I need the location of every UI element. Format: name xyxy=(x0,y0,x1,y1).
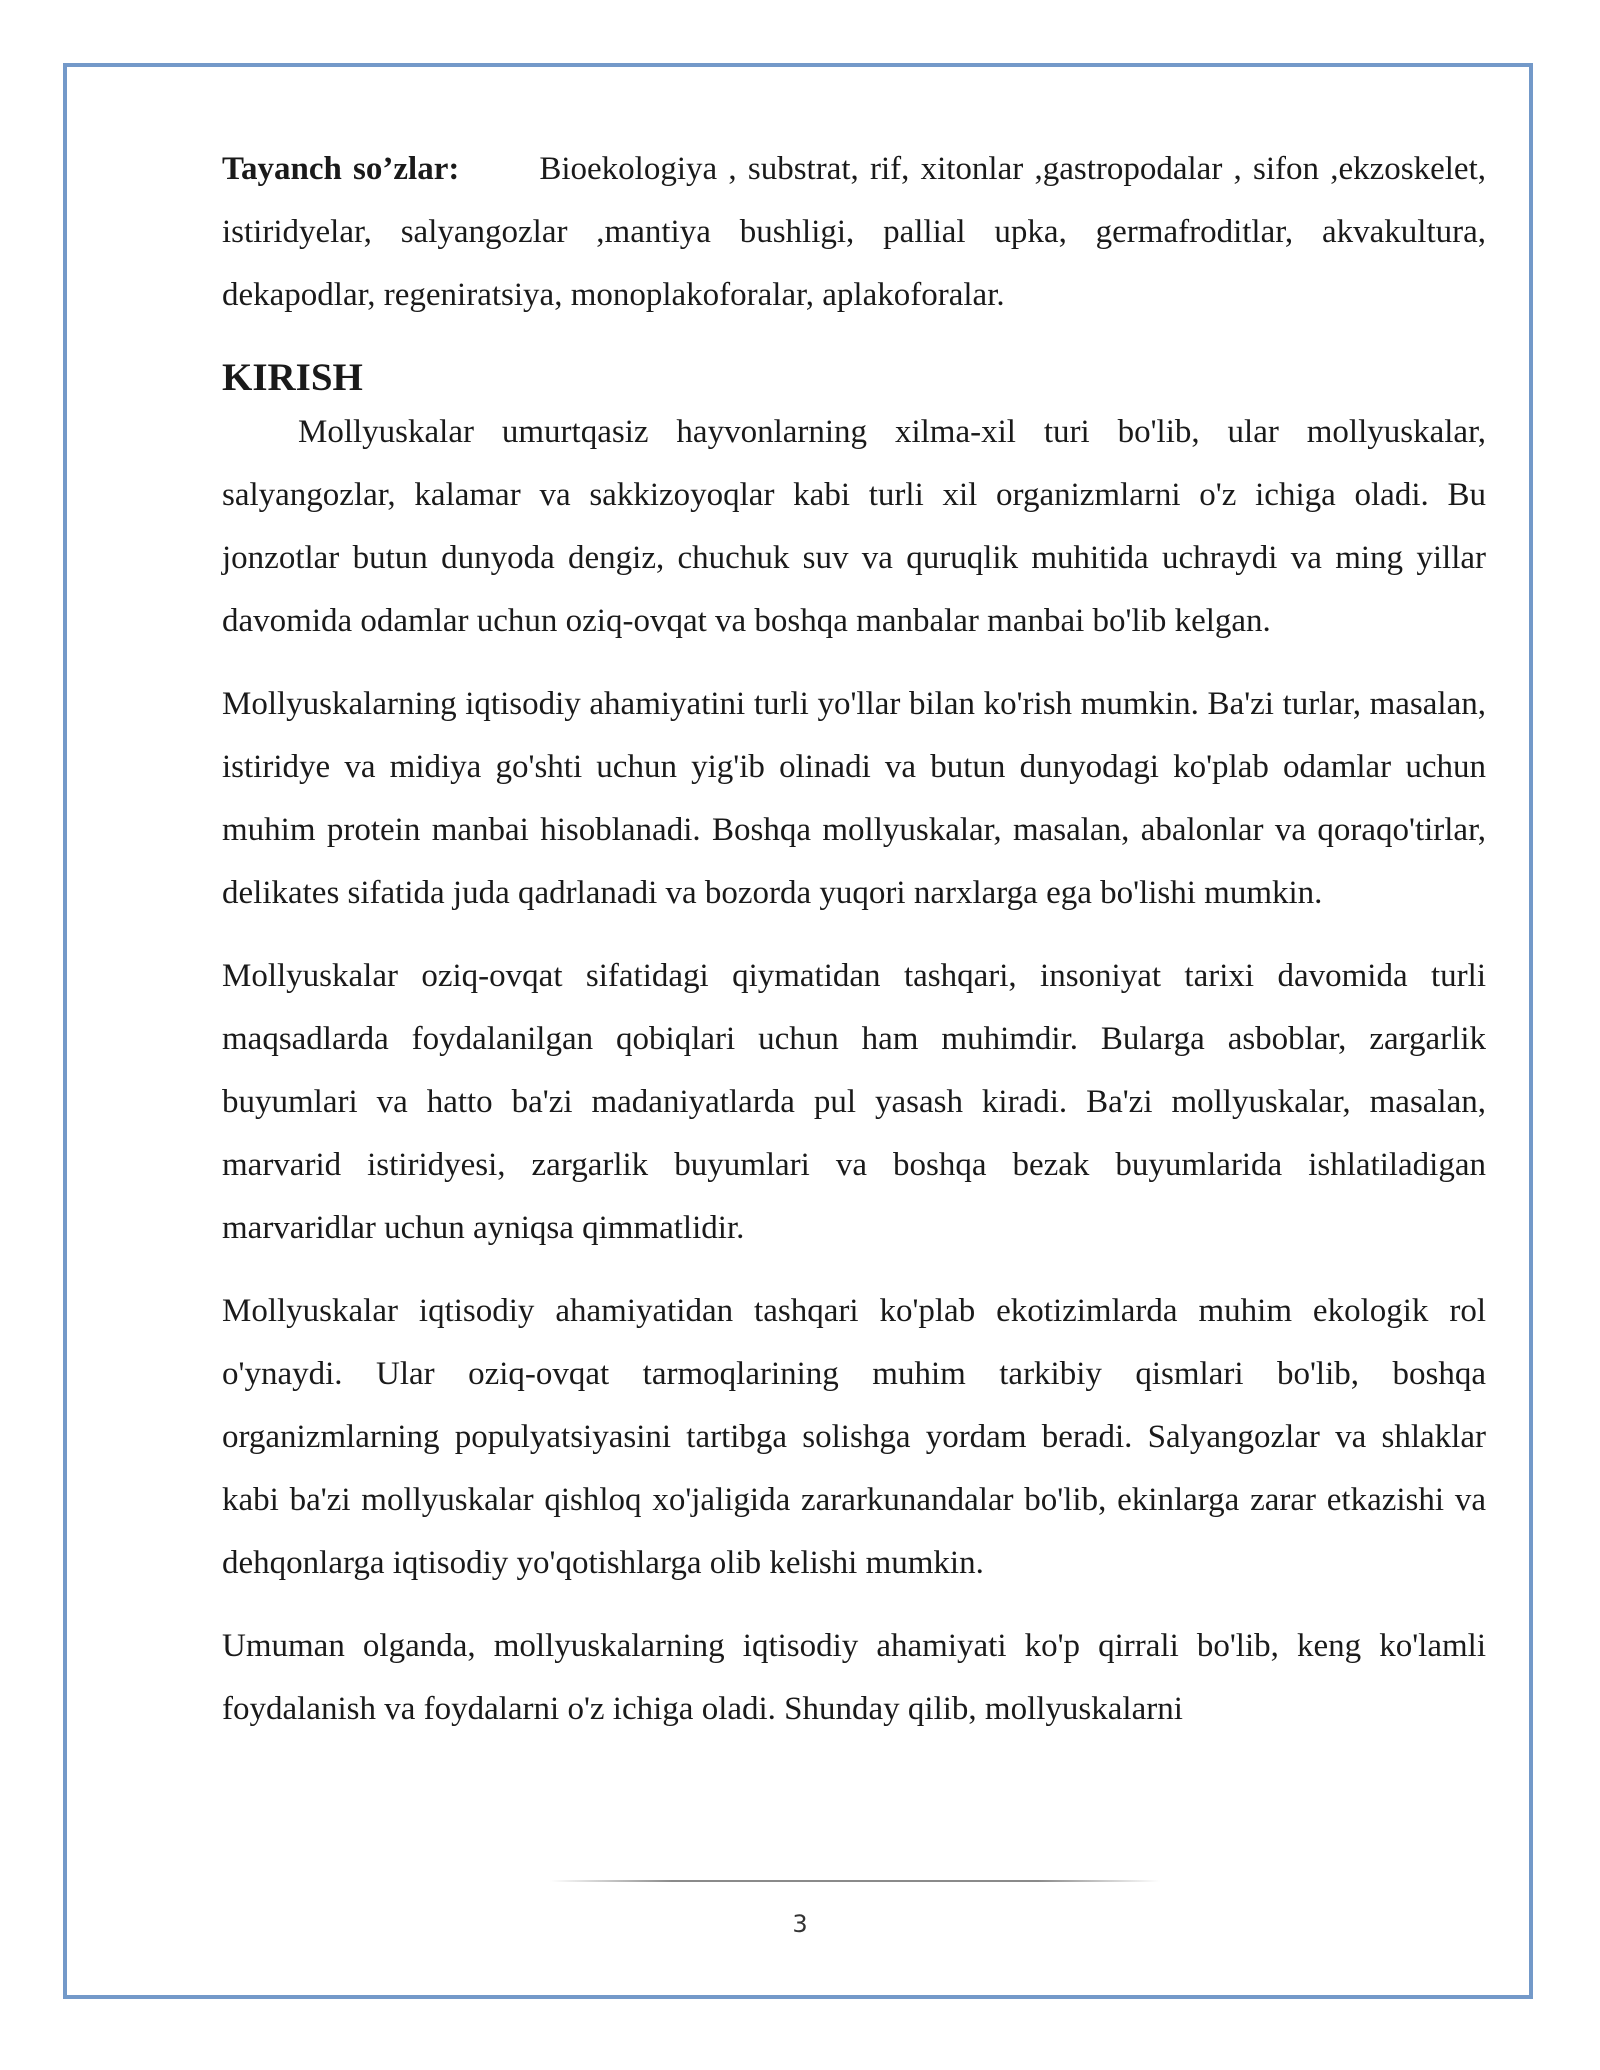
keywords-paragraph xyxy=(222,138,1486,327)
paragraph-2: Mollyuskalarning iqtisodiy ahamiyatini turli yo'llar bilan ko'rish mumkin. Ba'zi turlar, masalan, istiridye va midiya go'shti uchun yig'ib olinadi va butun dunyodagi ko'plab odamlar uchun muhim protein manbai hisoblanadi. Boshqa mollyuskalar, masalan, abalonlar va qoraqo'tirlar, delikates sifatida juda qadrlanadi va bozorda yuqori narxlarga ega bo'lishi mumkin. xyxy=(222,686,1486,911)
paragraph-4: Mollyuskalar iqtisodiy ahamiyatidan tashqari ko'plab ekotizimlarda muhim ekologik rol o'ynaydi. Ular oziq-ovqat tarmoqlarining muhim tarkibiy qismlari bo'lib, boshqa organizmlarning populyatsiyasini tartibga solishga yordam beradi. Salyangozlar va shlaklar kabi ba'zi mollyuskalar qishloq xo'jaligida zararkunandalar bo'lib, ekinlarga zarar etkazishi va dehqonlarga iqtisodiy yo'qotishlarga olib kelishi mumkin. xyxy=(222,1293,1486,1581)
page-number: 3 xyxy=(792,1910,808,1938)
paragraph-5: Umuman olganda, mollyuskalarning iqtisodiy ahamiyati ko'p qirrali bo'lib, keng ko'lamli foydalanish va foydalarni o'z ichiga oladi. Shunday qilib, mollyuskalarni xyxy=(222,1628,1486,1727)
keywords-text: Bioekologiya , substrat, rif, xitonlar ,gastropodalar , sifon ,ekzoskelet, istiridyelar, salyangozlar ,mantiya bushligi, pallial upka, germafroditlar, akvakultura, dekapodlar, regeniratsiya, monoplakoforalar, aplakoforalar. xyxy=(222,151,1486,313)
paragraph-3: Mollyuskalar oziq-ovqat sifatidagi qiymatidan tashqari, insoniyat tarixi davomida turli maqsadlarda foydalanilgan qobiqlari uchun ham muhimdir. Bularga asboblar, zargarlik buyumlari va hatto ba'zi madaniyatlarda pul yasash kiradi. Ba'zi mollyuskalar, masalan, marvarid istiridyesi, zargarlik buyumlari va boshqa bezak buyumlarida ishlatiladigan marvaridlar uchun ayniqsa qimmatlidir. xyxy=(222,958,1486,1246)
document-body xyxy=(222,138,1486,1761)
footer-divider xyxy=(550,1880,1160,1882)
paragraph-1: Mollyuskalar umurtqasiz hayvonlarning xilma-xil turi bo'lib, ular mollyuskalar, salyangozlar, kalamar va sakkizoyoqlar kabi turli xil organizmlarni o'z ichiga oladi. Bu jonzotlar butun dunyoda dengiz, chuchuk suv va quruqlik muhitida uchraydi va ming yillar davomida odamlar uchun oziq-ovqat va boshqa manbalar manbai bo'lib kelgan. xyxy=(222,414,1486,639)
section-heading: KIRISH xyxy=(222,356,363,399)
keywords-label: Tayanch so’zlar: xyxy=(222,151,460,187)
